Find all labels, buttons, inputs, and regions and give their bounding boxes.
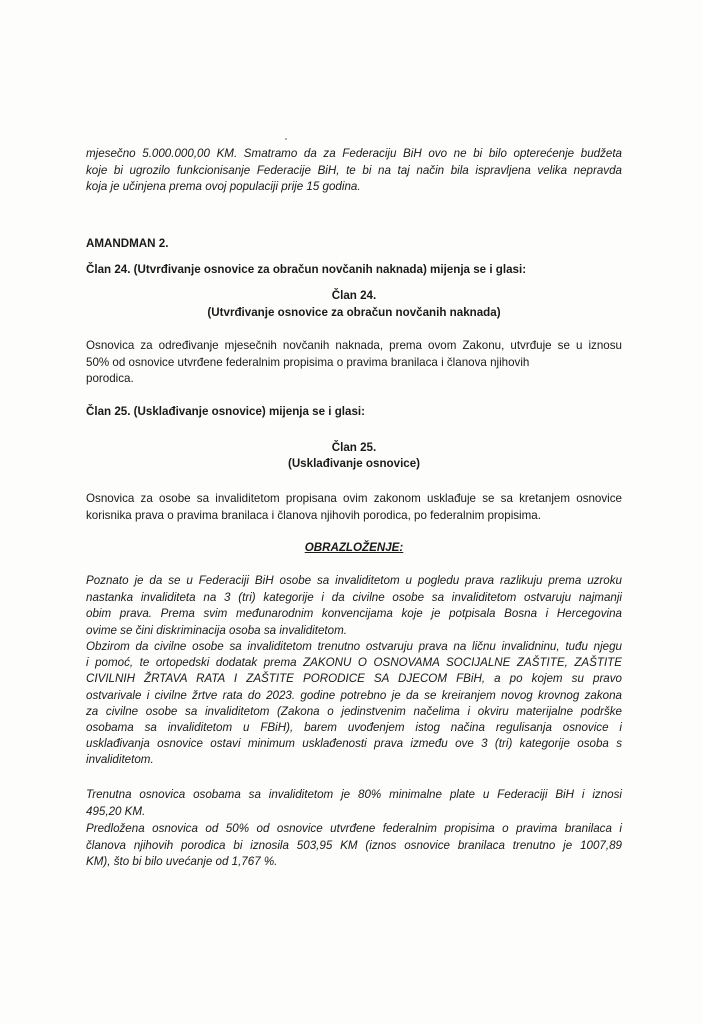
text-line: Osnovica za osobe sa invaliditetom propisana ovim zakonom usklađuje se sa kretanjem osnovice — [86, 492, 622, 505]
text-line: KM), što bi bilo uvećanje od 1,767 %. — [86, 855, 278, 868]
text-line: Trenutna osnovica osobama sa invaliditetom je 80% minimalne plate u Federaciji BiH i iznosi — [86, 788, 622, 801]
text-line: i pomoć, te ortopedski dodatak prema ZAKONU O OSNOVAMA SOCIJALNE ZAŠTITE, ZAŠTITE — [86, 656, 622, 670]
justification-heading-wrap — [86, 540, 622, 557]
text-line: porodica. — [86, 372, 134, 385]
text-line: ovime se čini diskriminacija osoba sa invaliditetom. — [86, 623, 347, 637]
text-line: koje bi ugrozilo funkcionisanje Federacije BiH, te bi na taj način bila ispravljena velika nepravda — [86, 163, 622, 177]
text-line: obim prava. Prema svim međunarodnim konvencijama koje je potpisala Bosna i Hercegovina — [86, 607, 622, 620]
justification-paragraph-4 — [86, 821, 622, 871]
text-line: 495,20 KM. — [86, 804, 146, 818]
text-line: koja je učinjena prema ovoj populaciji prije 15 godina. — [86, 180, 361, 193]
clan24-subtitle: (Utvrđivanje osnovice za obračun novčanih naknada) — [207, 306, 501, 319]
text-line: invaliditetom. — [86, 753, 154, 767]
clan24-body — [86, 338, 622, 388]
clan25-subtitle: (Usklađivanje osnovice) — [287, 457, 421, 470]
text-line: usklađivanja osnovice ostavi minimum usklađenosti prava između ove 3 (tri) kategorije osoba s — [86, 737, 622, 751]
justification-heading: OBRAZLOŽENJE: — [304, 541, 404, 554]
clan25-title: Član 25. — [331, 441, 377, 454]
text-line: 50% od osnovice utvrđene federalnim propisima o pravima branilaca i članova njihovih — [86, 355, 530, 369]
clan24-intro: Član 24. (Utvrđivanje osnovice za obračun novčanih naknada) mijenja se i glasi: — [86, 263, 527, 276]
text-line: Osnovica za određivanje mjesečnih novčanih naknada, prema ovom Zakonu, utvrđuje se u iznosu — [86, 339, 622, 352]
clan25-intro: Član 25. (Usklađivanje osnovice) mijenja se i glasi: — [86, 405, 366, 418]
clan24-title: Član 24. — [331, 289, 377, 302]
text-line: Poznato je da se u Federaciji BiH osobe sa invaliditetom u pogledu prava razlikuju prema uzroku — [86, 574, 622, 587]
text-line: mjesečno 5.000.000,00 KM. Smatramo da za Federaciju BiH ovo ne bi bilo opterećenje budžeta — [86, 147, 622, 160]
text-line: ostvarivale i civilne žrtve rata do 2023. godine potrebno je da se kreiranjem novog krovnog zakona — [86, 688, 622, 702]
justification-paragraph-1 — [86, 573, 622, 639]
text-line: članova njihovih porodica bi iznosila 503,95 KM (iznos osnovice branilaca trenutno je 1007,89 — [86, 838, 622, 852]
justification-paragraph-3 — [86, 787, 622, 820]
text-line: korisnika prava o pravima branilaca i članova njihovih porodica, po federalnim propisima. — [86, 508, 541, 522]
text-line: Predložena osnovica od 50% od osnovice utvrđene federalnim propisima o pravima branilaca i — [86, 822, 622, 835]
text-line: CIVILNIH ŽRTAVA RATA I ZAŠTITE PORODICE SA DJECOM FBiH, a po kojem su pravo — [86, 672, 622, 686]
clan25-body — [86, 491, 622, 524]
text-line: Obzirom da civilne osobe sa invaliditetom trenutno ostvaruju prava na ličnu invalidninu, tuđu njegu — [86, 640, 622, 653]
justification-paragraph-2 — [86, 639, 622, 769]
scan-speck — [285, 138, 287, 140]
amendment-heading: AMANDMAN 2. — [86, 237, 169, 250]
text-line: za civilne osobe sa invaliditetom (Zakona o jedinstvenim načelima i okviru materijalne podrške — [86, 704, 622, 718]
intro-paragraph — [86, 146, 622, 196]
text-line: nastanka invaliditeta na 3 (tri) kategorije i da civilne osobe sa invaliditetom ostvaruju najmanji — [86, 590, 622, 604]
text-line: osobama sa invaliditetom u FBiH), barem uvođenjem istog načina regulisanja osnovice i — [86, 721, 622, 735]
